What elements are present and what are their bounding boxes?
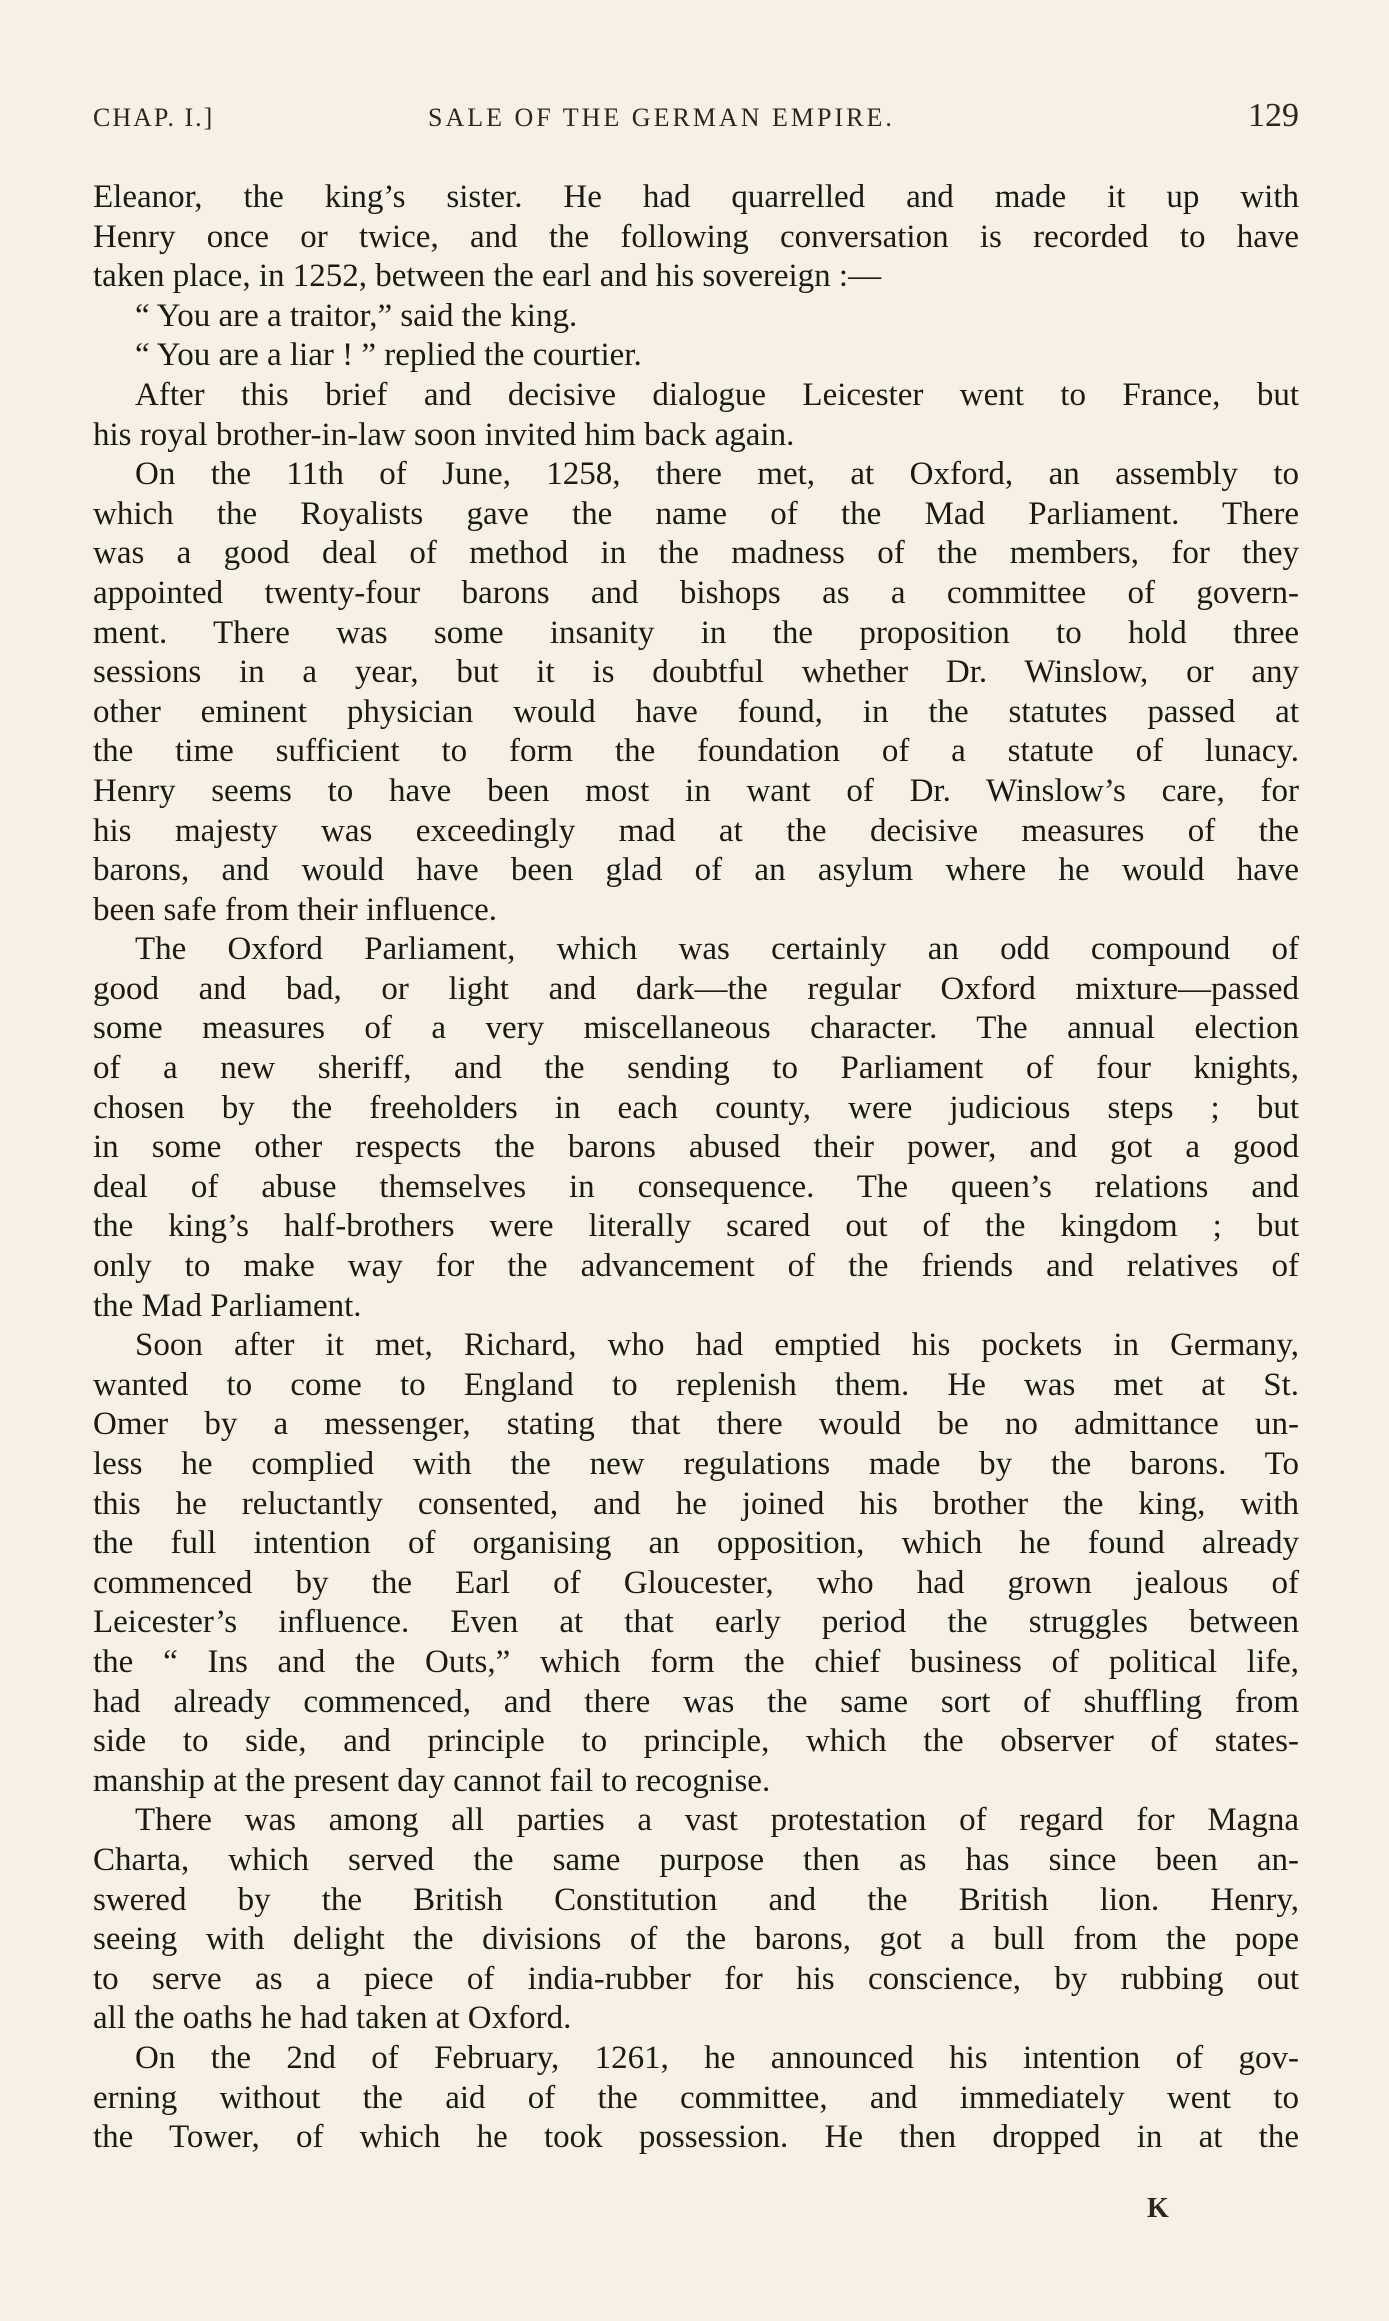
- text-line: been safe from their influence.: [93, 891, 498, 928]
- running-head: [93, 97, 1299, 141]
- text-line: which the Royalists gave the name of the Mad Parliament. There: [93, 495, 1299, 532]
- text-line: ment. There was some insanity in the proposition to hold three: [93, 614, 1299, 651]
- text-line: chosen by the freeholders in each county, were judicious steps ; but: [93, 1089, 1299, 1126]
- text-line: commenced by the Earl of Gloucester, who had grown jealous of: [93, 1564, 1299, 1601]
- text-line: On the 11th of June, 1258, there met, at Oxford, an assembly to: [135, 456, 1299, 493]
- text-line: Henry seems to have been most in want of Dr. Winslow’s care, for: [93, 772, 1299, 809]
- text-line: to serve as a piece of india-rubber for his conscience, by rubbing out: [93, 1960, 1299, 1997]
- text-line: less he complied with the new regulations made by the barons. To: [93, 1446, 1299, 1482]
- text-line: the full intention of organising an opposition, which he found already: [93, 1525, 1299, 1562]
- text-line: had already commenced, and there was the same sort of shuffling from: [93, 1683, 1299, 1720]
- text-line: erning without the aid of the committee, and immediately went to: [93, 2079, 1299, 2116]
- text-line: barons, and would have been glad of an asylum where he would have: [93, 852, 1299, 889]
- text-line: Soon after it met, Richard, who had emptied his pockets in Germany,: [135, 1327, 1299, 1364]
- text-line: Charta, which served the same purpose then as has since been an-: [93, 1841, 1299, 1878]
- text-line: all the oaths he had taken at Oxford.: [93, 2000, 572, 2037]
- text-line: sessions in a year, but it is doubtful whether Dr. Winslow, or any: [93, 654, 1299, 691]
- page-number: 129: [1248, 97, 1299, 134]
- text-line: of a new sheriff, and the sending to Parliament of four knights,: [93, 1050, 1299, 1087]
- text-line: swered by the British Constitution and the British lion. Henry,: [93, 1881, 1299, 1918]
- body-text: [93, 178, 1299, 2158]
- text-line: manship at the present day cannot fail to recognise.: [93, 1762, 771, 1799]
- text-line: other eminent physician would have found, in the statutes passed at: [93, 693, 1299, 730]
- signature-mark: K: [1147, 2193, 1169, 2224]
- text-line: Henry once or twice, and the following conversation is recorded to have: [93, 218, 1299, 255]
- text-line: On the 2nd of February, 1261, he announced his intention of gov-: [135, 2039, 1299, 2076]
- text-line: The Oxford Parliament, which was certainly an odd compound of: [135, 931, 1299, 968]
- text-line: the time sufficient to form the foundation of a statute of lunacy.: [93, 733, 1299, 770]
- text-line: Eleanor, the king’s sister. He had quarrelled and made it up with: [93, 179, 1299, 215]
- text-line: his majesty was exceedingly mad at the decisive measures of the: [93, 812, 1299, 849]
- text-line: taken place, in 1252, between the earl and his sovereign :—: [93, 258, 882, 295]
- text-line: this he reluctantly consented, and he joined his brother the king, with: [93, 1485, 1299, 1522]
- text-line: was a good deal of method in the madness of the members, for they: [93, 535, 1299, 572]
- text-line: the Tower, of which he took possession. He then dropped in at the: [93, 2119, 1299, 2156]
- chapter-label: CHAP. I.]: [93, 103, 215, 132]
- text-line: “ You are a liar ! ” replied the courtier.: [135, 337, 642, 374]
- text-line: appointed twenty-four barons and bishops as a committee of govern-: [93, 574, 1299, 611]
- text-line: wanted to come to England to replenish them. He was met at St.: [93, 1366, 1299, 1403]
- text-line: Leicester’s influence. Even at that early period the struggles between: [93, 1604, 1299, 1641]
- text-line: his royal brother-in-law soon invited him back again.: [93, 416, 795, 453]
- text-line: Omer by a messenger, stating that there would be no admittance un-: [93, 1406, 1299, 1443]
- text-line: side to side, and principle to principle, which the observer of states-: [93, 1723, 1299, 1760]
- text-line: the Mad Parliament.: [93, 1287, 362, 1324]
- text-line: seeing with delight the divisions of the barons, got a bull from the pope: [93, 1921, 1299, 1958]
- running-title: SALE OF THE GERMAN EMPIRE.: [428, 103, 895, 132]
- text-line: some measures of a very miscellaneous character. The annual election: [93, 1010, 1299, 1047]
- text-line: the king’s half-brothers were literally scared out of the kingdom ; but: [93, 1208, 1299, 1245]
- text-line: good and bad, or light and dark—the regular Oxford mixture—passed: [93, 970, 1299, 1007]
- text-line: After this brief and decisive dialogue Leicester went to France, but: [135, 376, 1299, 413]
- text-line: deal of abuse themselves in consequence. The queen’s relations and: [93, 1168, 1299, 1205]
- text-line: “ You are a traitor,” said the king.: [135, 297, 578, 334]
- text-line: There was among all parties a vast protestation of regard for Magna: [135, 1802, 1299, 1839]
- text-line: in some other respects the barons abused their power, and got a good: [93, 1129, 1299, 1166]
- text-line: the “ Ins and the Outs,” which form the chief business of political life,: [93, 1643, 1299, 1680]
- text-line: only to make way for the advancement of the friends and relatives of: [93, 1248, 1299, 1285]
